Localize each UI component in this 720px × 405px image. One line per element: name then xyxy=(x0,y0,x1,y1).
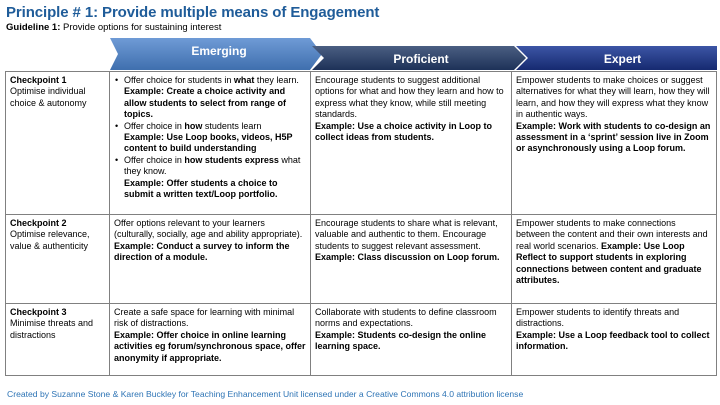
cell-text: Create a safe space for learning with minimal risk of distractions. xyxy=(114,307,295,329)
level-arrows xyxy=(110,38,717,70)
checkpoint-description: Optimise relevance, value & authenticity xyxy=(10,229,90,251)
level-label-expert: Expert xyxy=(603,52,642,66)
cell-example: Example: Offer choice in online learning activities eg forum/synchronous space, offer anonymity if appropriate. xyxy=(114,329,306,363)
cell-text: Encourage students to share what is relevant, valuable and authentic to them. Encourage students to suggest relevant assessment. xyxy=(315,218,498,251)
cell-example: Example: Work with students to co-design an assessment in a ‘sprint’ session live in Zoom or asynchronously using a Loop forum. xyxy=(516,120,711,154)
expert-cell xyxy=(512,72,717,215)
expert-cell xyxy=(512,215,717,304)
guideline-text: Provide options for sustaining interest xyxy=(60,22,222,33)
cell-example: Example: Use a choice activity in Loop to collect ideas from students. xyxy=(315,120,493,143)
page-title: Principle # 1: Provide multiple means of Engagement xyxy=(6,4,380,21)
checkpoint-table xyxy=(5,71,717,376)
emerging-cell xyxy=(110,215,311,304)
checkpoint-description: Minimise threats and distractions xyxy=(10,318,94,340)
level-label-emerging: Emerging xyxy=(191,44,247,58)
checkpoint-cell xyxy=(6,72,110,215)
emerging-list xyxy=(114,75,306,200)
table-row xyxy=(6,304,717,376)
license-footer: Created by Suzanne Stone & Karen Buckley for Teaching Enhancement Unit licensed under a Creative Commons 4.0 attribution license xyxy=(7,389,524,399)
cell-example: Example: Class discussion on Loop forum. xyxy=(315,252,500,263)
table-row xyxy=(6,72,717,215)
cell-text: Encourage students to suggest additional options for what and how they learn and how to express what they know, while still meeting standards. xyxy=(315,75,504,120)
expert-cell xyxy=(512,304,717,376)
cell-example: Example: Conduct a survey to inform the direction of a module. xyxy=(114,240,290,263)
cell-text: Collaborate with students to define classroom norms and expectations. xyxy=(315,307,497,329)
proficient-cell xyxy=(311,215,512,304)
guideline-subtitle xyxy=(6,22,221,33)
checkpoint-title: Checkpoint 3 xyxy=(10,307,67,317)
cell-text: Offer options relevant to your learners (culturally, socially, age and ability appropriate). xyxy=(114,218,303,240)
emerging-cell xyxy=(110,304,311,376)
checkpoint-description: Optimise individual choice & autonomy xyxy=(10,86,87,108)
checkpoint-cell xyxy=(6,304,110,376)
proficient-cell xyxy=(311,304,512,376)
checkpoint-title: Checkpoint 2 xyxy=(10,218,67,228)
cell-text: Empower students to identify threats and distractions. xyxy=(516,307,680,329)
guideline-label: Guideline 1: xyxy=(6,22,61,33)
cell-example: Example: Students co-design the online learning space. xyxy=(315,329,487,352)
level-label-proficient: Proficient xyxy=(393,52,449,66)
cell-text: Empower students to make connections between the content and their own interests and real world scenarios. Example: Use Loop Reflect to support students in exploring connections between content and graduate attributes. xyxy=(516,218,708,286)
cell-text: Empower students to make choices or suggest alternatives for what they will learn, how they will learn, and how they will express what they know in authentic ways. xyxy=(516,75,710,120)
checkpoint-title: Checkpoint 1 xyxy=(10,75,67,85)
proficient-cell xyxy=(311,72,512,215)
list-item: • Offer choice in how students express what they know. Example: Offer students a choice to submit a written text/Loop portfolio. xyxy=(114,155,306,201)
checkpoint-cell xyxy=(6,215,110,304)
list-item: • Offer choice for students in what they learn. Example: Create a choice activity and allow students to select from range of topics. xyxy=(114,75,306,121)
list-item: • Offer choice in how students learn Example: Use Loop books, videos, H5P content to build understanding xyxy=(114,121,306,155)
cell-example: Example: Use a Loop feedback tool to collect information. xyxy=(516,329,710,352)
emerging-cell xyxy=(110,72,311,215)
table-row xyxy=(6,215,717,304)
